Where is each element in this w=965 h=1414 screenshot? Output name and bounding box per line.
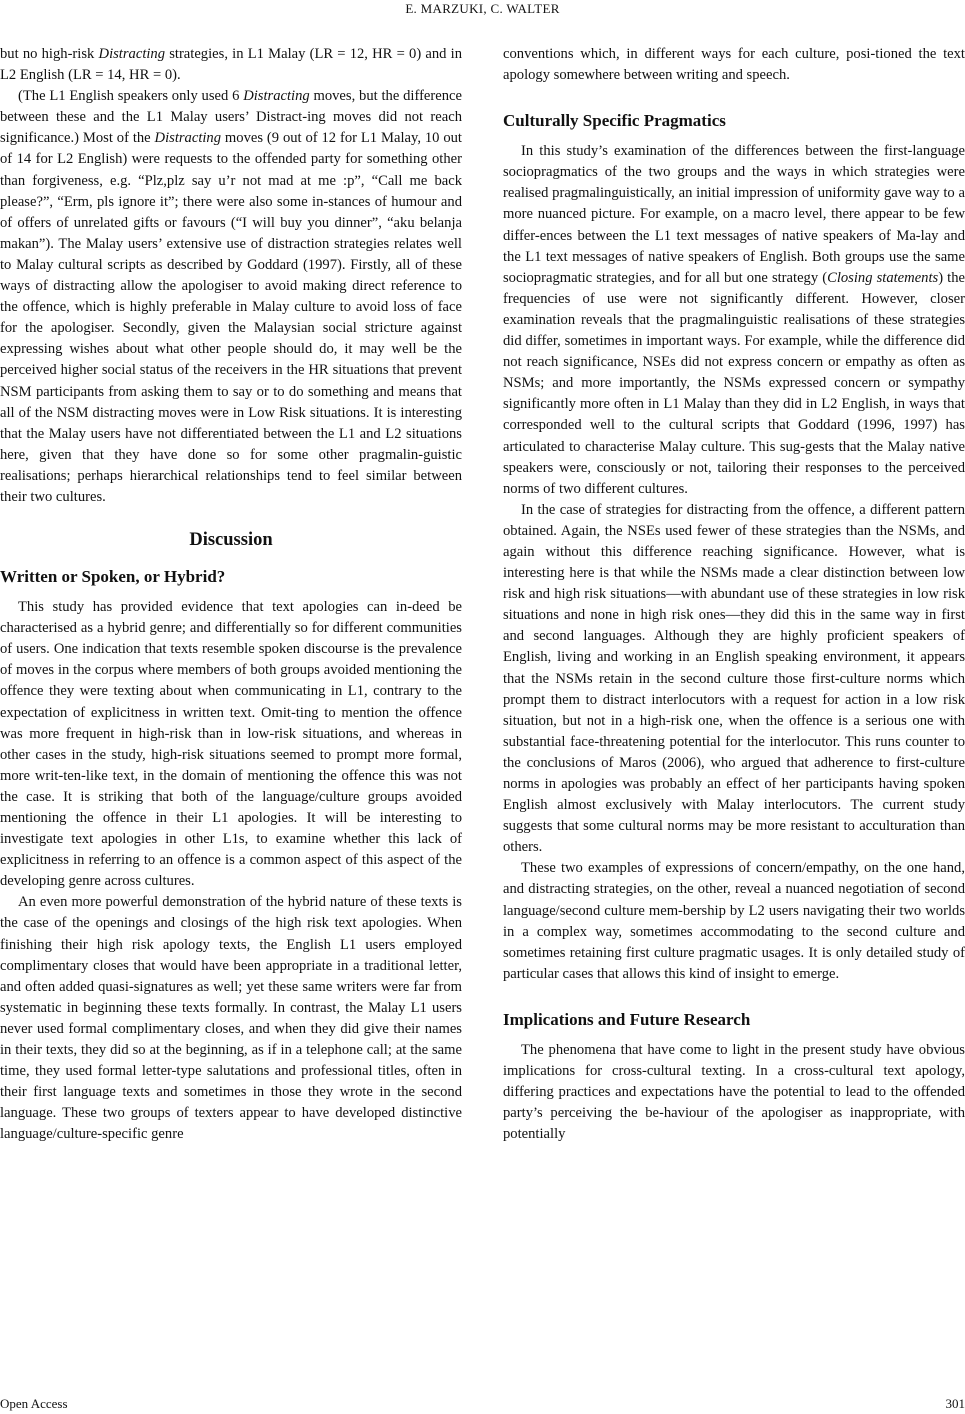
text-run: strategies, in L1 Malay (LR = 12, HR = 0) and in L2 English (LR = 14, HR = 0). <box>0 46 463 84</box>
paragraph <box>0 86 462 508</box>
footer-open-access: Open Access <box>0 1396 68 1411</box>
page-number: 301 <box>945 1396 965 1411</box>
italic-term: Distracting <box>154 130 222 147</box>
italic-term: Distracting <box>243 88 310 105</box>
paragraph: An even more powerful demonstration of the hybrid nature of these texts is the case of the openings and closings of the high risk text apologies. When finishing their high risk apology texts, the English L1 users employed complimentary closes that would have been appropriate in a traditional letter, and often added quasi-signatures as well; yet these same writers were far from systematic in beginning these texts formally. In contrast, the Malay L1 users never used formal complimentary closes, and when they did give their names in their texts, they did so at the beginning, as if in a telephone call; at the same time, they used formal letter-type salutations and professional titles, often in their first language texts and sometimes in those they wrote in the second language. These two groups of texters appear to have developed distinctive language/culture-specific genre <box>0 894 462 1143</box>
paragraph <box>0 44 462 86</box>
subsection-heading: Culturally Specific Pragmatics <box>503 111 726 131</box>
paragraph <box>503 141 965 500</box>
subsection-heading: Written or Spoken, or Hybrid? <box>0 567 226 587</box>
paragraph: In the case of strategies for distracting from the offence, a different pattern obtained. Again, the NSEs used fewer of these strategies than the NSMs, and again without this difference reaching significance. However, what is interesting here is that while the NSMs made a clear distinction between low risk and high risk situations—with abundant use of these strategies in low risk situations and none in high risk ones—they did this in the same way in first and second languages. Although they are highly proficient speakers of English, living and working in an English speaking environment, it appears that the NSMs retain in the second culture those first-culture norms which prompt them to distract interlocutors with a request for action in a low risk situation, but not in a high-risk one, when the offence is a serious one with substantial face-threatening potential for the interlocutor. This runs counter to the conclusions of Maros (2006), who argued that adherence to first-culture norms in apologies was probably an effect of her participants having spoken English almost exclusively with Malay interlocutors. The current study suggests that some cultural norms may be more resistant to acculturation than others. <box>503 501 965 856</box>
left-column <box>0 44 462 1146</box>
section-heading-discussion: Discussion <box>189 530 273 551</box>
text-run: moves (9 out of 12 for L1 Malay, 10 out of 14 for L2 English) were requests to the offended party for something other than forgiveness, e.g. “Plz,plz say u’r not mad at me :p”, “Call me back please?”, “Erm, pls ignore it”; there were also some in-stances of humour and of offers of unrelated gifts or favours (“I will buy you dinner”, “aku belanja makan”). The Malay users’ extensive use of distraction strategies relates well to Malay cultural scripts as described by Goddard (1997). Firstly, all of these ways of distracting allow the apologiser to avoid making direct reference to the offence, which is highly preferable in Malay culture to avoid loss of face for the apologiser. Secondly, given the Malaysian social stricture against expressing wishes about what other people should do, it may well be the perceived higher social status of the receivers in the HR situations that prevent NSM participants from asking them to say or to do something and means that all of the NSM distracting moves were in Low Risk situations. It is interesting that the Malay users have not differentiated between the L1 and L2 situations here, given that they have done so for some other pragmalin-guistic realisations; perhaps hierarchical relationships tend to feel similar between their two cultures. <box>0 130 462 505</box>
text-run: (The L1 English speakers only used 6 <box>18 88 244 105</box>
paragraph: The phenomena that have come to light in the present study have obvious implications for cross-cultural texting. In a cross-cultural text apology, differing practices and expectations have the potential to lead to the offended party’s perceiving the be-haviour of the apologiser as inappropriate, with potentially <box>503 1041 965 1143</box>
text-run: In this study’s examination of the differences between the first-language sociopragmatics of the two groups and the ways in which strategies were realised pragmalinguistically, an initial impression of uniformity gave way to a more nuanced picture. For example, on a macro level, there appear to be few differ-ences between the L1 text messages of native speakers of Ma-lay and the L1 text messages of native speakers of English. Both groups use the same sociopragmatic strategies, and for all but one strategy ( <box>503 143 965 286</box>
paragraph: This study has provided evidence that text apologies can in-deed be characterised as a hybrid genre; and differentially so for different communities of users. One indication that texts resemble spoken discourse is the prevalence of moves in the corpus where members of both groups avoided mentioning the offence they were texting about when communicating in L1, contrary to the expectation of explicitness in written text. Omit-ting to mention the offence was more frequent in high-risk than in low-risk situations, and whereas in other cases in the study, high-risk situations seemed to prompt more formal, more writ-ten-like text, in the domain of mentioning the offence this was not the case. It is striking that both of the language/culture groups avoided mentioning the offence in their L1 apologies. It will be interesting to investigate text apologies in other L1s, to examine whether this lack of explicitness in referring to an offence is a common aspect of this aspect of the developing genre across cultures. <box>0 599 462 890</box>
text-run: moves, but the difference between these and the L1 Malay users’ Distract-ing moves did not reach significance.) Most of the <box>0 88 462 147</box>
running-head: E. MARZUKI, C. WALTER <box>405 1 560 16</box>
subsection-heading: Implications and Future Research <box>503 1009 751 1029</box>
paragraph: conventions which, in different ways for each culture, posi-tioned the text apology somewhere between writing and speech. <box>503 46 965 84</box>
italic-term: Closing statements <box>827 269 939 286</box>
italic-term: Distracting <box>98 46 166 62</box>
right-column <box>503 44 965 1145</box>
text-run: but no high-risk <box>0 46 99 62</box>
paragraph: These two examples of expressions of concern/empathy, on the one hand, and distracting strategies, on the other, reveal a nuanced negotiation of second language/second culture mem-bership by L2 users navigating their two worlds in a complex way, sometimes accommodating to the second culture and sometimes retaining first culture pragmatic usages. It is only detailed study of particular cases that allows this kind of insight to emerge. <box>503 860 965 982</box>
text-run: ) the frequencies of use were not significantly different. However, closer examination reveals that the pragmalinguistic realisations of these strategies did differ, sometimes in important ways. For example, while the difference did not reach significance, NSEs did not express concern or empathy as often as NSMs; and more importantly, the NSMs expressed concern or sympathy significantly more often in L1 Malay than they did in L2 English, in ways that corresponded well to the cultural scripts that Goddard (1996, 1997) has articulated to characterise Malay culture. This sug-gests that the Malay native speakers were, consciously or not, tailoring their responses to the perceived norms of two different cultures. <box>503 269 965 497</box>
